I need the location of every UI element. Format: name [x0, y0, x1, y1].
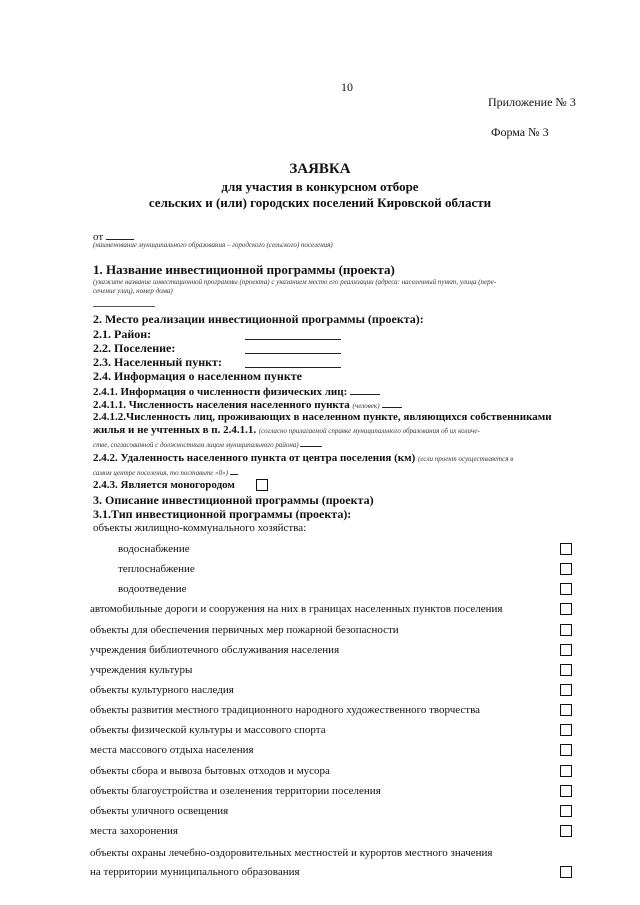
checkbox-water-supply[interactable] [560, 543, 572, 555]
pop-info [93, 384, 380, 398]
checkbox-landscaping[interactable] [560, 785, 572, 797]
item-waste: объекты сбора и вывоза бытовых отходов и мусора [90, 765, 330, 777]
pop-count-text: 2.4.1.1. Численность населения населенного пункта [93, 399, 350, 411]
item-street-lighting: объекты уличного освещения [90, 805, 229, 817]
item-recreation: места массового отдыха населения [90, 744, 254, 756]
section3-title: 3. Описание инвестиционной программы (проекта) [93, 493, 374, 507]
item-water-supply: водоснабжение [118, 543, 190, 555]
checkbox-roads[interactable] [560, 603, 572, 615]
region-label: 2.1. Район: [93, 327, 152, 341]
checkbox-recreation[interactable] [560, 744, 572, 756]
owners-line2-text: жилья и не учтенных в п. 2.4.1.1. [93, 424, 257, 436]
checkbox-health-resorts[interactable] [560, 866, 572, 878]
item-landscaping: объекты благоустройства и озеленения территории поселения [90, 785, 381, 797]
item-sport: объекты физической культуры и массового спорта [90, 724, 326, 736]
page-number: 10 [341, 80, 353, 94]
item-heritage: объекты культурного наследия [90, 684, 234, 696]
owners-line2 [93, 424, 480, 436]
monotown-checkbox[interactable] [256, 479, 268, 491]
distance-note1: (если проект осуществляется в [418, 455, 514, 463]
pop-count-field[interactable] [382, 397, 402, 408]
section1-note-line1: (укажите название инвестиционной программы (проекта) с указанием место его реализации (адреса: населенный пункт, улица (пере- [93, 278, 497, 286]
item-burial: места захоронения [90, 825, 178, 837]
item-heat-supply: теплоснабжение [118, 563, 195, 575]
owners-line1: 2.4.1.2.Численность лиц, проживающих в населенном пункте, являющихся собственниками [93, 411, 552, 423]
item-drainage: водоотведение [118, 583, 187, 595]
checkbox-heritage[interactable] [560, 684, 572, 696]
pop-info-text: 2.4.1. Информация о численности физических лиц: [93, 386, 348, 398]
checkbox-libraries[interactable] [560, 644, 572, 656]
subtitle-line-1: для участия в конкурсном отборе [221, 179, 419, 194]
section1-field[interactable] [93, 306, 155, 307]
checkbox-culture[interactable] [560, 664, 572, 676]
owners-field[interactable] [300, 439, 322, 447]
type-title: 3.1.Тип инвестиционной программы (проекта): [93, 507, 352, 521]
from-note: (наименование муниципального образования – городского (сельского) поселения) [93, 241, 333, 249]
pop-info-field[interactable] [350, 384, 380, 395]
monotown-label: 2.4.3. Является моногородом [93, 479, 235, 491]
locality-field[interactable] [245, 367, 341, 368]
owners-note2-row [93, 439, 322, 449]
item-roads: автомобильные дороги и сооружения на них в границах населенных пунктов поселения [90, 603, 503, 615]
checkbox-heat-supply[interactable] [560, 563, 572, 575]
distance-line [93, 452, 513, 464]
item-health-resorts-line1: объекты охраны лечебно-оздоровительных местностей и курортов местного значения [90, 847, 493, 859]
distance-note2-row [93, 467, 238, 477]
checkbox-street-lighting[interactable] [560, 805, 572, 817]
distance-note2: самом центре поселения, то поставьте «0») [93, 469, 228, 477]
housing-title: объекты жилищно-коммунального хозяйства: [93, 522, 307, 534]
section1-title: 1. Название инвестиционной программы (проекта) [93, 262, 395, 277]
checkbox-fire-safety[interactable] [560, 624, 572, 636]
appendix-label: Приложение № 3 [488, 95, 576, 109]
checkbox-burial[interactable] [560, 825, 572, 837]
item-health-resorts-line2: на территории муниципального образования [90, 866, 300, 878]
region-field[interactable] [245, 339, 341, 340]
from-field[interactable] [106, 229, 134, 240]
item-libraries: учреждения библиотечного обслуживания населения [90, 644, 340, 656]
pop-count-unit: (человек) [352, 402, 380, 410]
owners-note2: стве, согласованной с должностным лицом муниципального района) [93, 441, 299, 449]
item-fire-safety: объекты для обеспечения первичных мер пожарной безопасности [90, 624, 399, 636]
locality-label: 2.3. Населенный пункт: [93, 355, 222, 369]
owners-note1: (согласно прилагаемой справке муниципального образования об их количе- [258, 427, 480, 435]
info-title: 2.4. Информация о населенном пункте [93, 369, 302, 383]
pop-count [93, 397, 402, 411]
section2-title: 2. Место реализации инвестиционной программы (проекта): [93, 312, 424, 326]
section1-note-line2: сечение улиц), номер дома) [93, 287, 173, 295]
item-culture: учреждения культуры [90, 664, 193, 676]
checkbox-folk-art[interactable] [560, 704, 572, 716]
document-title: ЗАЯВКА [289, 161, 351, 177]
checkbox-drainage[interactable] [560, 583, 572, 595]
checkbox-sport[interactable] [560, 724, 572, 736]
settlement-field[interactable] [245, 353, 341, 354]
distance-text: 2.4.2. Удаленность населенного пункта от центра поселения (км) [93, 452, 416, 464]
subtitle-line-2: сельских и (или) городских поселений Кировской области [148, 195, 492, 210]
distance-field[interactable] [230, 467, 238, 475]
from-text: от [93, 231, 104, 243]
settlement-label: 2.2. Поселение: [93, 341, 176, 355]
item-folk-art: объекты развития местного традиционного народного художественного творчества [90, 704, 481, 716]
form-label: Форма № 3 [491, 125, 549, 139]
checkbox-waste[interactable] [560, 765, 572, 777]
